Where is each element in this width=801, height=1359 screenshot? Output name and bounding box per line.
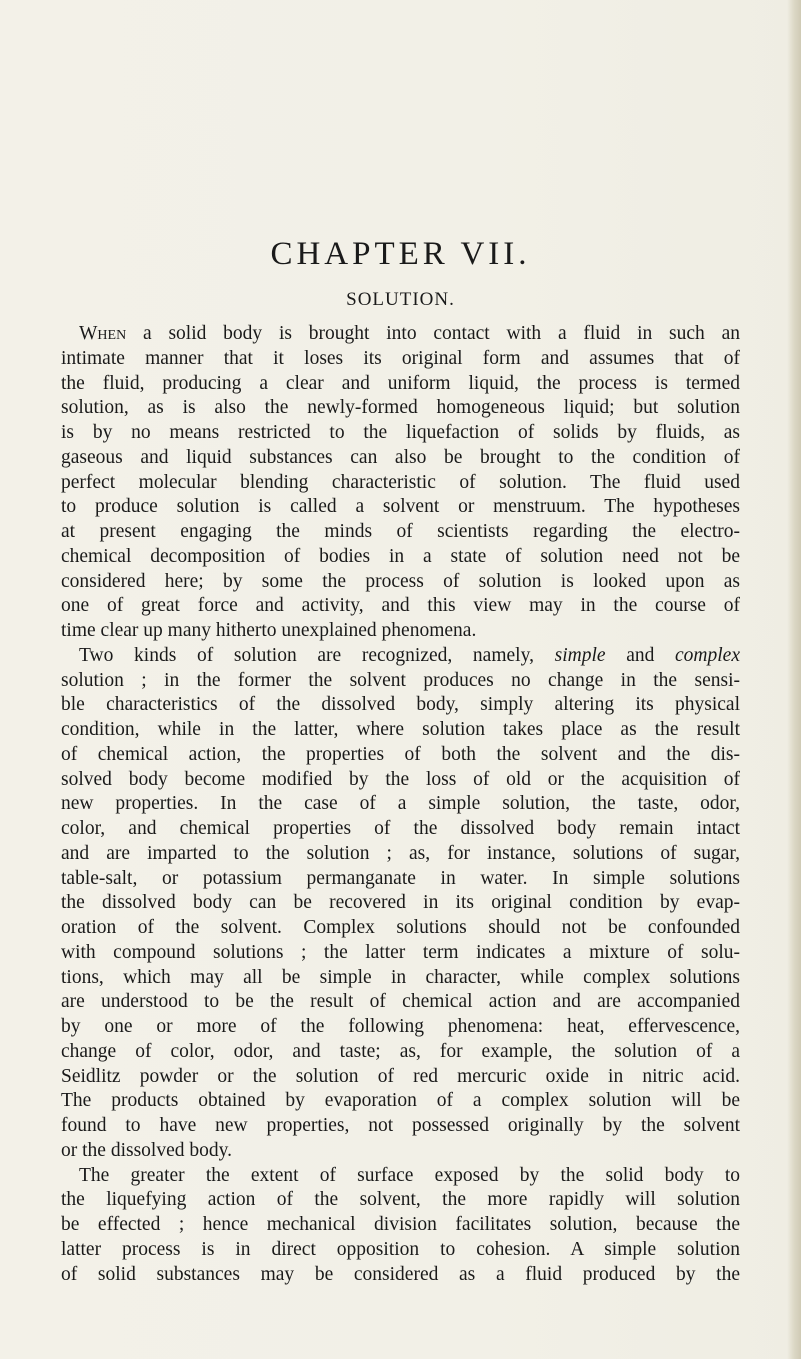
- text-line: time clear up many hitherto unexplained phenomena.: [61, 620, 477, 641]
- section-title: SOLUTION.: [346, 289, 455, 310]
- text-line: new properties. In the case of a simple solution, the taste, odor,: [61, 793, 740, 815]
- text-line: at present engaging the minds of scientists regarding the electro-: [61, 521, 740, 542]
- lead-word: When: [79, 323, 127, 344]
- text-line: and are imparted to the solution ; as, for instance, solutions of sugar,: [61, 842, 740, 864]
- text-line: solution, as is also the newly-formed homogeneous liquid; but solution: [61, 397, 740, 419]
- text-line: be effected ; hence mechanical division facilitates solution, because the: [61, 1214, 740, 1235]
- text-line: the liquefying action of the solvent, the more rapidly will solution: [61, 1189, 740, 1211]
- text-line: found to have new properties, not possessed originally by the solvent: [61, 1115, 740, 1136]
- text-line: chemical decomposition of bodies in a state of solution need not be: [61, 545, 740, 567]
- text-line: or the dissolved body.: [61, 1139, 232, 1161]
- emphasis-complex: complex: [675, 644, 740, 666]
- text-line: perfect molecular blending characteristic of solution. The fluid used: [61, 471, 740, 493]
- text-line: table-salt, or potassium permanganate in water. In simple solutions: [61, 867, 740, 889]
- text-line: condition, while in the latter, where solution takes place as the result: [61, 719, 740, 740]
- text-line: Seidlitz powder or the solution of red mercuric oxide in nitric acid.: [61, 1065, 740, 1087]
- text-line: tions, which may all be simple in character, while complex solutions: [61, 966, 740, 988]
- text-line: latter process is in direct opposition to cohesion. A simple solution: [61, 1238, 740, 1260]
- text-line: solved body become modified by the loss of old or the acquisition of: [61, 768, 740, 790]
- text-line: the fluid, producing a clear and uniform liquid, the process is termed: [61, 372, 740, 394]
- text-line: solution ; in the former the solvent produces no change in the sensi-: [61, 669, 740, 691]
- text-line: ble characteristics of the dissolved body, simply altering its physical: [61, 694, 740, 716]
- text-line: of solid substances may be considered as a fluid produced by the: [61, 1263, 740, 1285]
- text-line: of chemical action, the properties of both the solvent and the dis-: [61, 743, 740, 765]
- text-line: gaseous and liquid substances can also be brought to the condition of: [61, 446, 740, 468]
- text-line: color, and chemical properties of the dissolved body remain intact: [61, 818, 740, 839]
- text-line: the dissolved body can be recovered in its original condition by evap-: [61, 892, 740, 914]
- text-line: When a solid body is brought into contact with a fluid in such an: [79, 323, 740, 344]
- text-line: intimate manner that it loses its original form and assumes that of: [61, 347, 740, 369]
- text-line: with compound solutions ; the latter term indicates a mixture of solu-: [61, 941, 740, 963]
- text-line: oration of the solvent. Complex solutions should not be confounded: [61, 917, 740, 938]
- body-text: [61, 322, 740, 1287]
- text-line: considered here; by some the process of solution is looked upon as: [61, 570, 740, 592]
- text-line: The products obtained by evaporation of a complex solution will be: [61, 1090, 740, 1112]
- text-line: Two kinds of solution are recognized, namely, simple and complex: [79, 644, 740, 666]
- text-line: to produce solution is called a solvent or menstruum. The hypotheses: [61, 496, 740, 518]
- page-binding-edge: [787, 0, 801, 1359]
- text-line: by one or more of the following phenomena: heat, effervescence,: [61, 1016, 740, 1037]
- text-line: The greater the extent of surface exposed by the solid body to: [79, 1164, 740, 1186]
- emphasis-simple: simple: [554, 644, 606, 666]
- text-line: one of great force and activity, and this view may in the course of: [61, 595, 740, 617]
- chapter-title: CHAPTER VII.: [270, 236, 531, 272]
- text-line: change of color, odor, and taste; as, for example, the solution of a: [61, 1040, 740, 1062]
- text-line: are understood to be the result of chemical action and are accompanied: [61, 991, 740, 1013]
- text-line: is by no means restricted to the liquefaction of solids by fluids, as: [61, 422, 740, 443]
